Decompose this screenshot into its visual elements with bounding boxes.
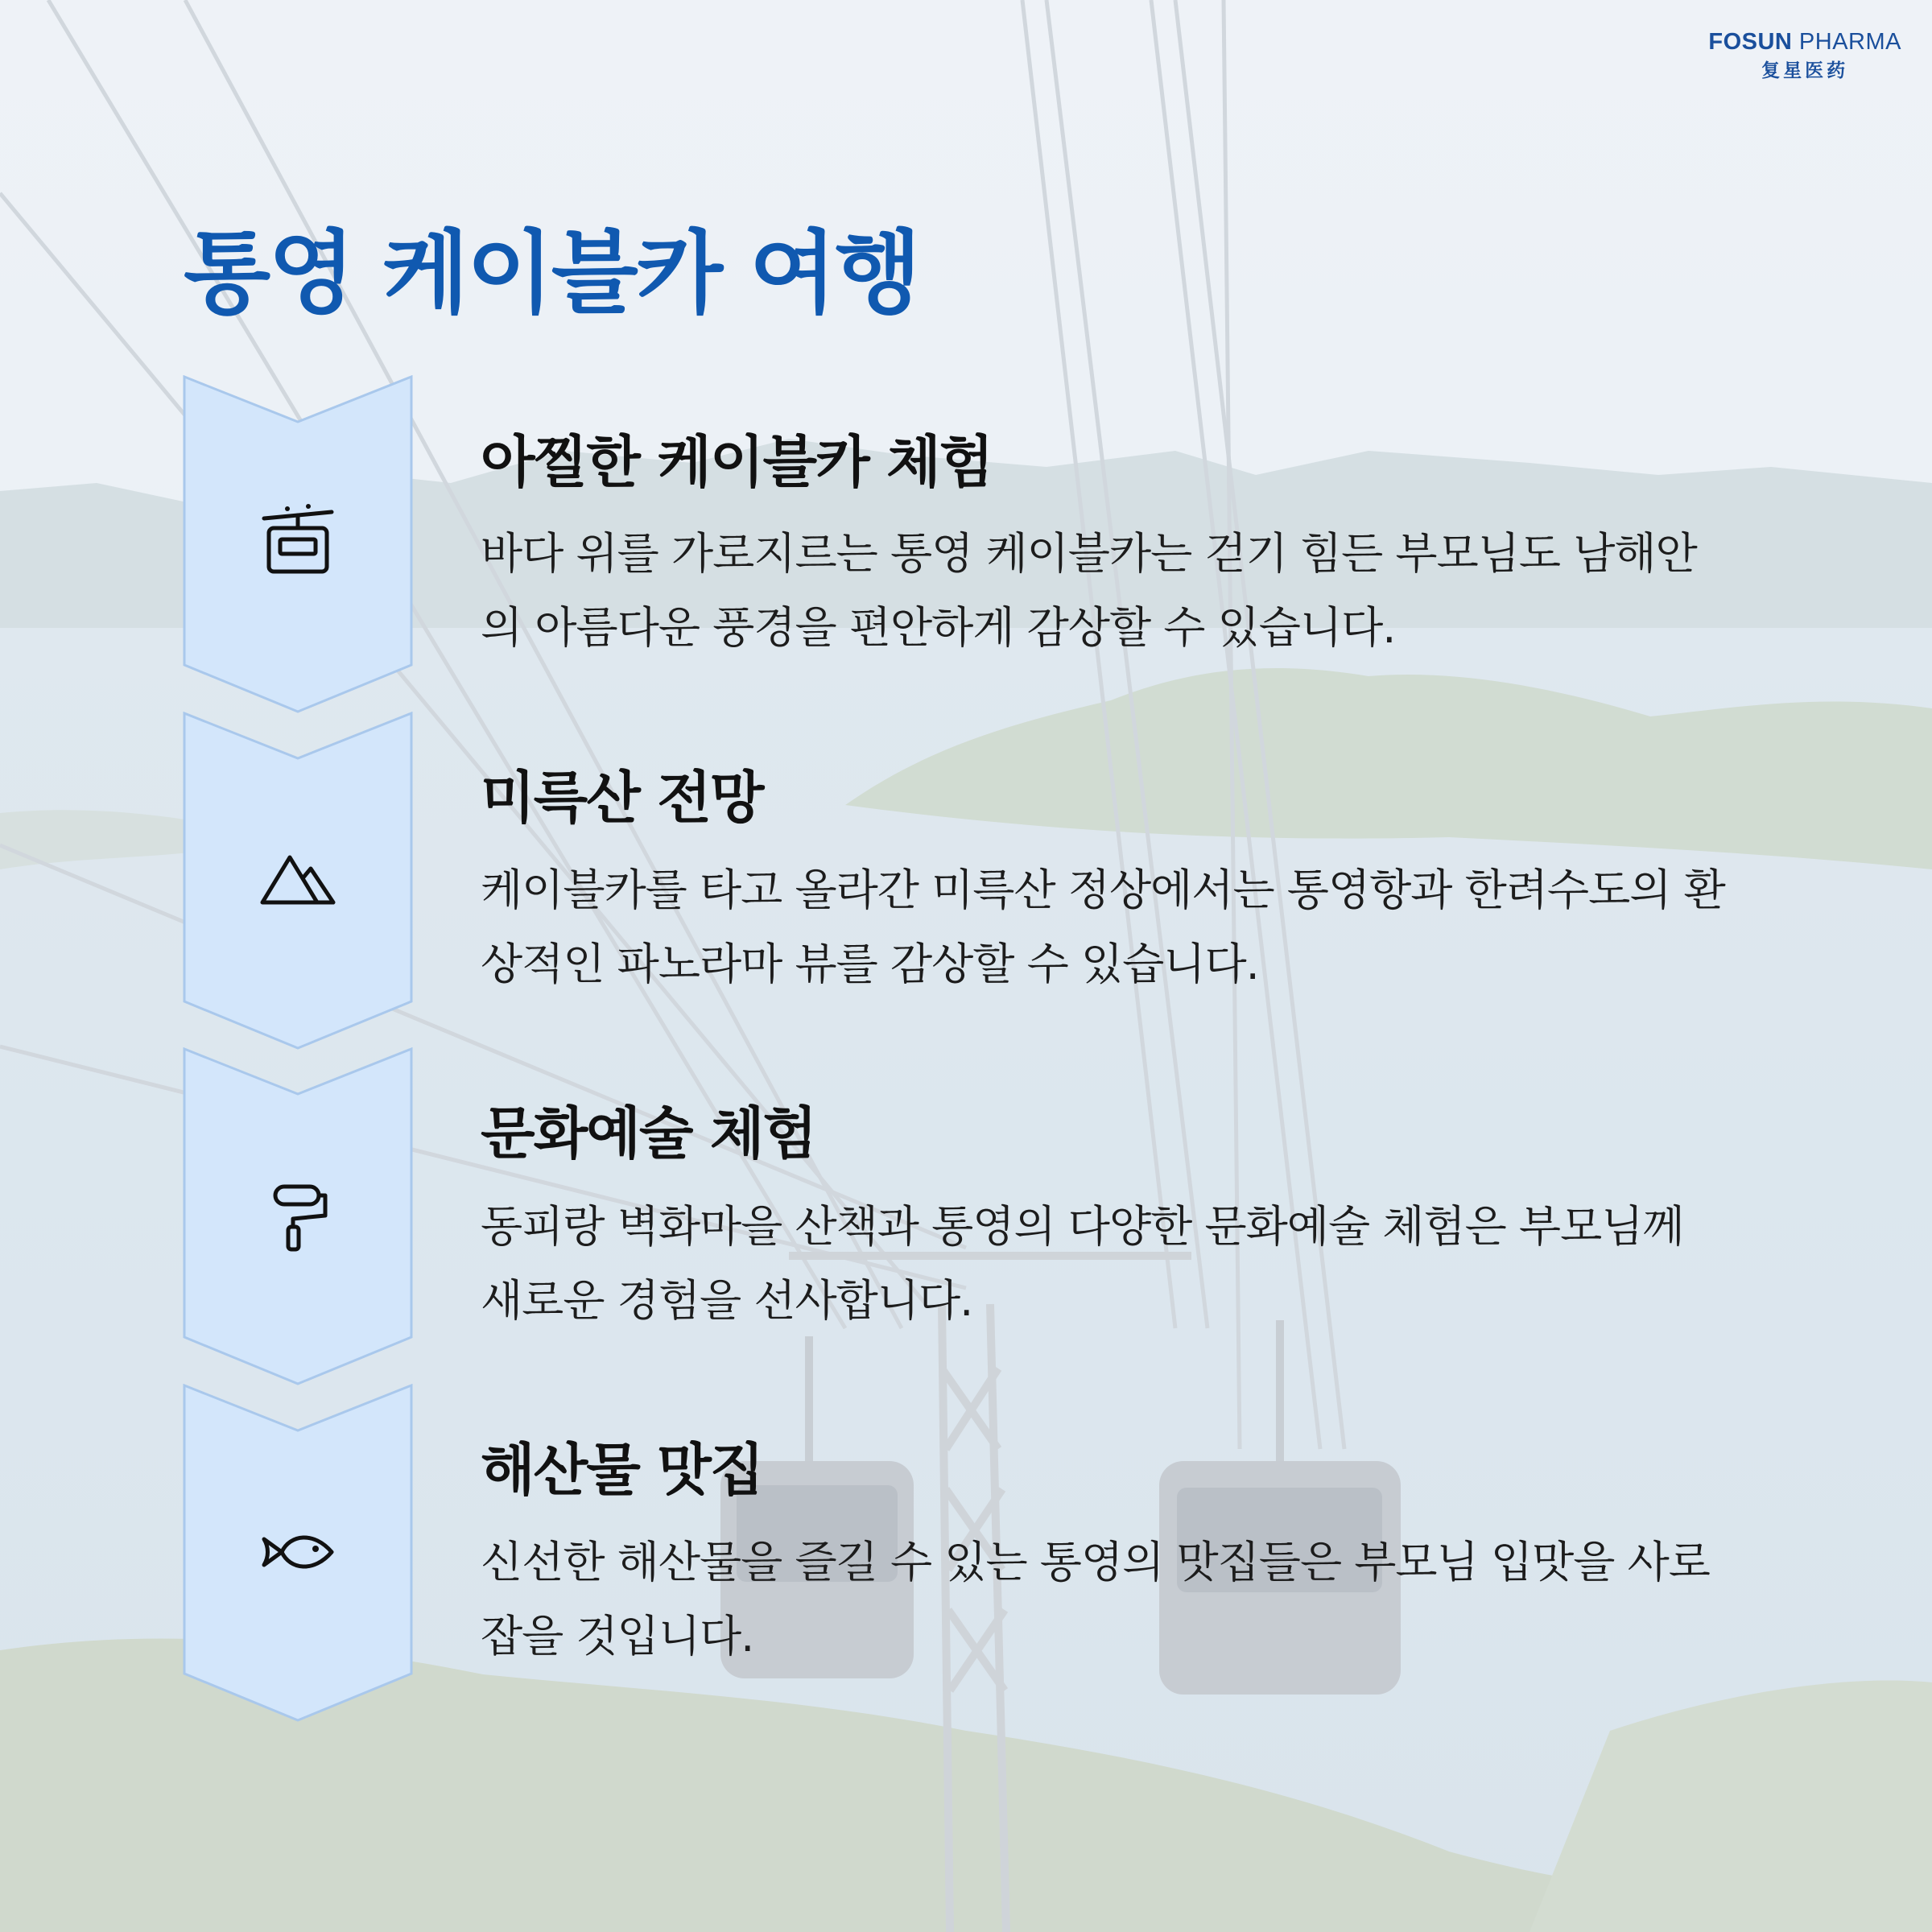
- logo-name-cn: 复星医药: [1761, 60, 1849, 81]
- item-description-line: 동피랑 벽화마을 산책과 통영의 다양한 문화예술 체험은 부모님께: [481, 1201, 1684, 1252]
- item-description-seafood: [481, 1525, 1769, 1674]
- item-title-culture-art: 문화예술 체험: [481, 1100, 816, 1166]
- item-description-culture-art: [481, 1190, 1769, 1338]
- item-title-seafood: 해산물 맛집: [481, 1437, 763, 1503]
- item-description-line: 케이블카를 타고 올라간 미륵산 정상에서는 통영항과 한려수도의 환: [481, 865, 1725, 915]
- page-title: 통영 케이블카 여행: [184, 221, 919, 326]
- logo-name-light: PHARMA: [1798, 29, 1901, 55]
- logo-name-bold: FOSUN: [1708, 29, 1793, 55]
- item-title-cable-car: 아찔한 케이블카 체험: [481, 429, 993, 495]
- paint-roller-icon: [258, 1177, 338, 1257]
- item-description-line: 잡을 것입니다.: [481, 1611, 754, 1662]
- mountain-icon: [258, 840, 338, 920]
- item-description-mireuksan: [481, 853, 1769, 1001]
- item-description-line: 바다 위를 가로지르는 통영 케이블카는 걷기 힘든 부모님도 남해안: [481, 528, 1697, 579]
- cable-car-icon: [258, 501, 338, 581]
- item-description-line: 신선한 해산물을 즐길 수 있는 통영의 맛집들은 부모님 입맛을 사로: [481, 1537, 1710, 1587]
- item-description-cable-car: [481, 517, 1769, 665]
- item-description-line: 새로운 경험을 선사합니다.: [481, 1275, 973, 1326]
- fish-icon: [258, 1512, 338, 1592]
- item-description-line: 의 아름다운 풍경을 편안하게 감상할 수 있습니다.: [481, 602, 1396, 653]
- fosun-pharma-logo: [1708, 29, 1901, 82]
- item-description-line: 상적인 파노라마 뷰를 감상할 수 있습니다.: [481, 939, 1259, 989]
- item-title-mireuksan: 미륵산 전망: [481, 765, 763, 831]
